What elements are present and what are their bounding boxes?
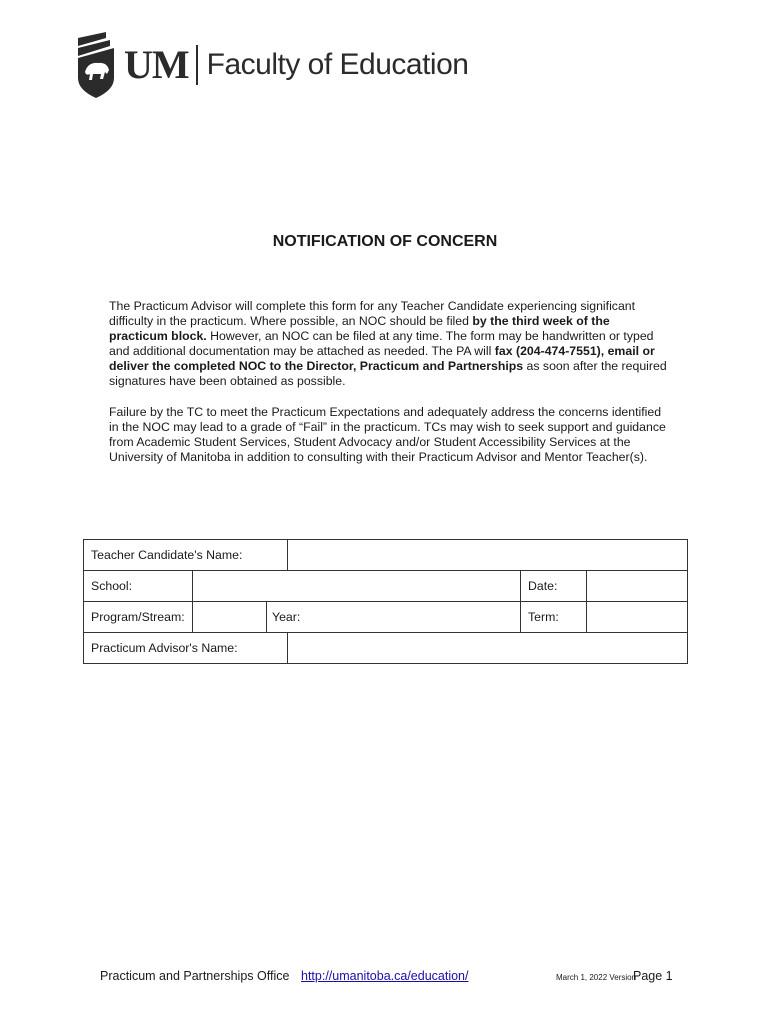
- logo-divider: [196, 45, 198, 85]
- date-label: Date:: [521, 571, 587, 602]
- term-field[interactable]: [587, 602, 688, 633]
- footer-link[interactable]: http://umanitoba.ca/education/: [301, 969, 469, 983]
- p1-text-c: However, an NOC can be filed at any time. The form may be handwritten or typed and additional documentation may be attached as needed. The PA will: [109, 329, 654, 358]
- faculty-name: Faculty of Education: [206, 48, 469, 81]
- school-label: School:: [84, 571, 193, 602]
- term-label: Term:: [521, 602, 587, 633]
- advisor-name-field[interactable]: [288, 633, 688, 664]
- year-label-text: Year:: [272, 610, 301, 624]
- table-row: [84, 602, 688, 633]
- document-title: NOTIFICATION OF CONCERN: [272, 233, 498, 250]
- year-label: [267, 602, 521, 633]
- p1-bold-deadline: by the third week of the practicum block.: [109, 314, 610, 343]
- program-stream-label: Program/Stream:: [84, 602, 193, 633]
- instructions-paragraph: [109, 299, 669, 389]
- program-stream-field[interactable]: [193, 602, 267, 633]
- logo-um-text: UM: [124, 42, 189, 87]
- p1-bold-submission: fax (204-474-7551), email or deliver the completed NOC to the Director, Practicum and Partnerships: [109, 344, 655, 373]
- school-field[interactable]: [193, 571, 521, 602]
- consequences-paragraph: Failure by the TC to meet the Practicum Expectations and adequately address the concerns identified in the NOC may lead to a grade of “Fail” in the practicum. TCs may wish to seek support and guidance from Academic Student Services, Student Advocacy and/or Student Accessibility Services at the University of Manitoba in addition to consulting with their Practicum Advisor and Mentor Teacher(s).: [109, 405, 666, 464]
- um-logo: [76, 32, 468, 98]
- tc-name-field[interactable]: [288, 540, 688, 571]
- table-row: [84, 540, 688, 571]
- table-row: [84, 633, 688, 664]
- footer-office: Practicum and Partnerships Office: [100, 969, 290, 983]
- p1-text-e: as soon after the required signatures have been obtained as possible.: [109, 359, 667, 388]
- footer-page-number: Page 1: [633, 969, 673, 983]
- bison-shield-icon: [76, 32, 116, 98]
- p1-text-a: The Practicum Advisor will complete this form for any Teacher Candidate experiencing significant difficulty in the practicum. Where possible, an NOC should be filed: [109, 299, 636, 328]
- footer-version: March 1, 2022 Version: [556, 973, 637, 982]
- table-row: [84, 571, 688, 602]
- tc-name-label: Teacher Candidate's Name:: [84, 540, 288, 571]
- candidate-info-table: [83, 539, 688, 664]
- date-field[interactable]: [587, 571, 688, 602]
- advisor-name-label: Practicum Advisor's Name:: [84, 633, 288, 664]
